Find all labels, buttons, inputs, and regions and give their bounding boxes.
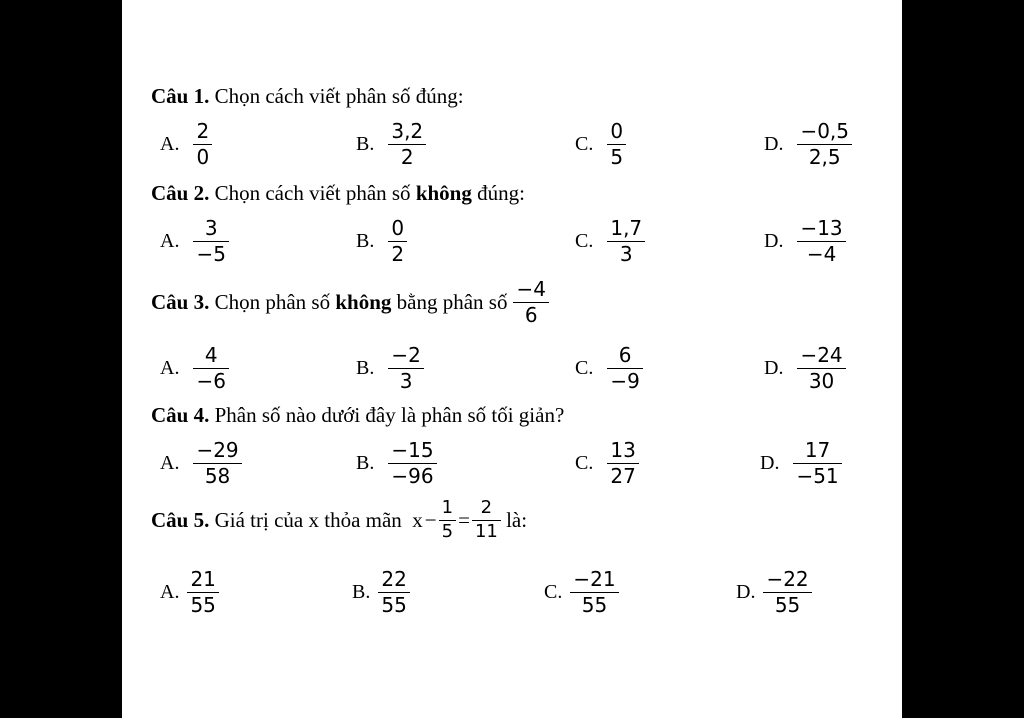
option-fraction: $\frac{-22}{55}$ — [763, 568, 811, 617]
q4-option-c[interactable] — [575, 439, 639, 488]
option-letter: D. — [760, 452, 780, 474]
option-letter: D. — [764, 230, 784, 252]
option-fraction: $\frac{1,7}{3}$ — [607, 217, 645, 266]
option-fraction: $\frac{-0,5}{2,5}$ — [797, 120, 852, 169]
option-fraction: $\frac{3}{-5}$ — [193, 217, 228, 266]
equation-fraction-right: $\frac{2}{11}$ — [472, 498, 501, 542]
option-fraction: $\frac{-24}{30}$ — [797, 344, 845, 393]
question-label: Câu 1. — [151, 84, 210, 108]
option-fraction: $\frac{2}{0}$ — [193, 120, 212, 169]
option-letter: A. — [160, 357, 180, 379]
question-emphasis: không — [335, 290, 392, 314]
question-fraction: $\frac{-4}{6}$ — [513, 278, 548, 327]
option-letter: C. — [575, 452, 594, 474]
option-fraction: $\frac{3,2}{2}$ — [388, 120, 426, 169]
option-fraction: $\frac{-2}{3}$ — [388, 344, 423, 393]
option-letter: D. — [764, 357, 784, 379]
question-label: Câu 4. — [151, 403, 210, 427]
option-letter: B. — [356, 133, 375, 155]
question-label: Câu 2. — [151, 181, 210, 205]
q5-option-a[interactable] — [160, 568, 219, 617]
option-letter: D. — [764, 133, 784, 155]
question-text-end: bằng phân số — [396, 290, 508, 314]
q1-option-d[interactable] — [764, 120, 852, 169]
option-letter: A. — [160, 452, 180, 474]
option-fraction: $\frac{22}{55}$ — [378, 568, 409, 617]
option-fraction: $\frac{-13}{-4}$ — [797, 217, 845, 266]
q2-option-a[interactable] — [160, 217, 229, 266]
q2-option-b[interactable] — [356, 217, 407, 266]
question-2 — [151, 181, 525, 206]
q5-option-d[interactable] — [736, 568, 812, 617]
q3-option-d[interactable] — [764, 344, 846, 393]
q4-option-b[interactable] — [356, 439, 437, 488]
equation: x − $\frac{1}{5}$ = $\frac{2}{11}$ — [412, 498, 501, 542]
q5-option-c[interactable] — [544, 568, 619, 617]
q4-option-d[interactable] — [760, 439, 842, 488]
option-fraction: $\frac{21}{55}$ — [187, 568, 218, 617]
question-emphasis: không — [415, 181, 472, 205]
option-letter: C. — [575, 133, 594, 155]
option-fraction: $\frac{6}{-9}$ — [607, 344, 642, 393]
question-text-end: đúng: — [477, 181, 525, 205]
q5-option-b[interactable] — [352, 568, 410, 617]
option-letter: C. — [575, 230, 594, 252]
question-1 — [151, 84, 464, 109]
question-text: Giá trị của x thỏa mãn — [214, 507, 402, 532]
q3-option-b[interactable] — [356, 344, 424, 393]
option-fraction: $\frac{13}{27}$ — [607, 439, 638, 488]
q1-option-c[interactable] — [575, 120, 626, 169]
question-5 — [151, 498, 527, 542]
option-fraction: $\frac{17}{-51}$ — [793, 439, 841, 488]
option-letter: B. — [356, 357, 375, 379]
question-label: Câu 5. — [151, 507, 210, 532]
option-fraction: $\frac{0}{2}$ — [388, 217, 407, 266]
question-text: Chọn phân số — [214, 290, 331, 314]
question-text: Chọn cách viết phân số đúng: — [214, 84, 464, 108]
question-text: Phân số nào dưới đây là phân số tối giản? — [214, 403, 565, 427]
option-letter: C. — [544, 581, 563, 603]
option-letter: A. — [160, 581, 180, 603]
option-fraction: $\frac{-15}{-96}$ — [388, 439, 436, 488]
question-text-end: là: — [506, 507, 528, 532]
q2-option-c[interactable] — [575, 217, 645, 266]
question-text: Chọn cách viết phân số — [214, 181, 411, 205]
option-letter: B. — [356, 452, 375, 474]
document-page — [122, 0, 902, 718]
question-3 — [151, 278, 553, 327]
q4-option-a[interactable] — [160, 439, 242, 488]
equation-fraction-left: $\frac{1}{5}$ — [439, 498, 456, 542]
q1-option-a[interactable] — [160, 120, 212, 169]
option-letter: A. — [160, 133, 180, 155]
option-letter: B. — [356, 230, 375, 252]
option-letter: B. — [352, 581, 371, 603]
option-fraction: $\frac{4}{-6}$ — [193, 344, 228, 393]
q1-option-b[interactable] — [356, 120, 426, 169]
q3-option-c[interactable] — [575, 344, 643, 393]
option-letter: C. — [575, 357, 594, 379]
question-label: Câu 3. — [151, 290, 210, 314]
option-fraction: $\frac{-29}{58}$ — [193, 439, 241, 488]
option-letter: D. — [736, 581, 756, 603]
question-4 — [151, 403, 564, 428]
option-fraction: $\frac{0}{5}$ — [607, 120, 626, 169]
q3-option-a[interactable] — [160, 344, 229, 393]
q2-option-d[interactable] — [764, 217, 846, 266]
option-letter: A. — [160, 230, 180, 252]
option-fraction: $\frac{-21}{55}$ — [570, 568, 618, 617]
